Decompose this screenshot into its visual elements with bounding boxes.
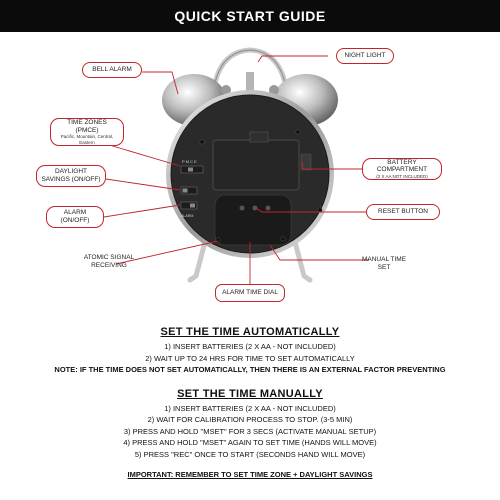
bell-alarm-label: BELL ALARM bbox=[82, 62, 142, 78]
battery-compartment-shape bbox=[213, 140, 299, 190]
instructions bbox=[0, 326, 500, 479]
night-light-label: NIGHT LIGHT bbox=[336, 48, 394, 64]
battery-compartment-label: BATTERY COMPARTMENT (2 X AA NOT INCLUDED) bbox=[362, 158, 442, 180]
manual-step-3: 3) PRESS AND HOLD "MSET" FOR 3 SECS (ACTIVATE MANUAL SETUP) bbox=[123, 426, 377, 436]
right-leg bbox=[295, 242, 310, 280]
important-note: IMPORTANT: REMEMBER TO SET TIME ZONE + DAYLIGHT SAVINGS bbox=[127, 470, 373, 479]
alarm-mark: ALARM bbox=[181, 214, 194, 218]
daylight-savings-label: DAYLIGHT SAVINGS (ON/OFF) bbox=[36, 165, 106, 187]
dial-recess bbox=[215, 195, 291, 245]
manual-step-1: 1) INSERT BATTERIES (2 X AA - NOT INCLUDED) bbox=[164, 403, 336, 413]
manual-time-set-label: MANUAL TIME SET bbox=[361, 256, 407, 271]
switch-letters: P M C E bbox=[182, 159, 197, 164]
header-title: QUICK START GUIDE bbox=[174, 8, 326, 24]
alarm-label: ALARM (ON/OFF) bbox=[46, 206, 104, 228]
time-zones-label: TIME ZONES (PMCE) Pacific, Mountain, Central, Eastern bbox=[50, 118, 124, 146]
left-leg bbox=[190, 242, 205, 280]
auto-step-2: 2) WAIT UP TO 24 HRS FOR TIME TO SET AUTOMATICALLY bbox=[145, 353, 355, 363]
manual-step-2: 2) WAIT FOR CALIBRATION PROCESS TO STOP. (3-5 MIN) bbox=[147, 415, 353, 424]
reset-button-label: RESET BUTTON bbox=[366, 204, 440, 220]
auto-note: NOTE: IF THE TIME DOES NOT SET AUTOMATICALLY, THEN THERE IS AN EXTERNAL FACTOR PREVENTING bbox=[54, 365, 446, 374]
auto-step-1: 1) INSERT BATTERIES (2 X AA - NOT INCLUDED) bbox=[164, 342, 336, 351]
atomic-signal-label: ATOMIC SIGNAL RECEIVING bbox=[83, 254, 135, 269]
header-bar bbox=[0, 0, 500, 32]
alarm-time-dial-label: ALARM TIME DIAL bbox=[215, 284, 285, 302]
manual-step-4: 4) PRESS AND HOLD "MSET" AGAIN TO SET TIME (HANDS WILL MOVE) bbox=[123, 438, 377, 447]
manual-step-5: 5) PRESS "REC" ONCE TO START (SECONDS HAND WILL MOVE) bbox=[134, 449, 366, 459]
manual-section-title: SET THE TIME MANUALLY bbox=[177, 387, 323, 400]
auto-section-title: SET THE TIME AUTOMATICALLY bbox=[160, 326, 340, 338]
manual-time-set-button[interactable] bbox=[240, 206, 245, 211]
